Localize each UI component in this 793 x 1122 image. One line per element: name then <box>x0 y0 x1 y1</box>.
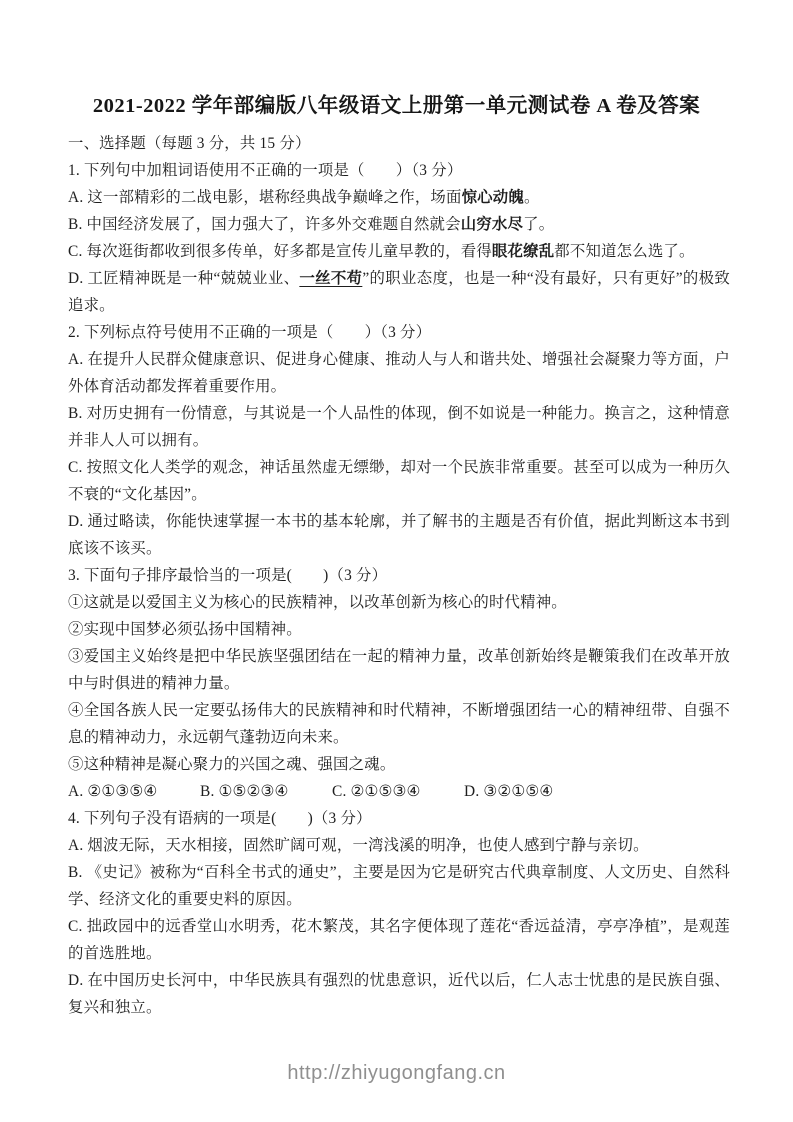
section-heading: 一、选择题（每题 3 分，共 15 分） <box>68 135 311 152</box>
bold-underlined-term: 一丝不苟 <box>299 270 363 287</box>
bold-term: 惊心动魄 <box>461 189 524 206</box>
question-3-sentence-1: ①这就是以爱国主义为核心的民族精神，以改革创新为核心的时代精神。 <box>68 594 567 611</box>
question-1-option-c <box>68 238 730 265</box>
question-3-stem: 3. 下面句子排序最恰当的一项是( )（3 分） <box>68 567 388 584</box>
question-2-option-a: A. 在提升人民群众健康意识、促进身心健康、推动人与人和谐共处、增强社会凝聚力等方面，户外体育活动都发挥着重要作用。 <box>68 351 730 395</box>
question-3-sentence-5: ⑤这种精神是凝心聚力的兴国之魂、强国之魂。 <box>68 756 396 773</box>
question-1-stem: 1. 下列句中加粗词语使用不正确的一项是（ ）（3 分） <box>68 162 463 179</box>
choice-b: B. ①⑤②③④ <box>200 783 289 800</box>
choice-d: D. ③②①⑤④ <box>464 783 554 800</box>
question-1-option-a <box>68 184 730 211</box>
option-text-post: 都不知道怎么选了。 <box>554 243 695 260</box>
option-text-pre: B. 中国经济发展了，国力强大了，许多外交难题自然就会 <box>68 216 461 233</box>
question-2-option-c: C. 按照文化人类学的观念，神话虽然虚无缥缈，却对一个民族非常重要。甚至可以成为一种历久不衰的“文化基因”。 <box>68 459 730 503</box>
question-1-option-d <box>68 265 730 319</box>
question-1-option-b <box>68 211 730 238</box>
bold-term: 山穷水尽 <box>460 216 524 233</box>
question-3-sentence-3: ③爱国主义始终是把中华民族坚强团结在一起的精神力量，改革创新始终是鞭策我们在改革开放中与时俱进的精神力量。 <box>68 648 730 692</box>
question-2-option-b: B. 对历史拥有一份情意，与其说是一个人品性的体现，倒不如说是一种能力。换言之，这种情意并非人人可以拥有。 <box>68 405 730 449</box>
question-4-option-a: A. 烟波无际，天水相接，固然旷阔可观，一湾浅溪的明净，也使人感到宁静与亲切。 <box>68 837 649 854</box>
question-3-choices-row <box>68 778 730 805</box>
option-text-pre: A. 这一部精彩的二战电影，堪称经典战争巅峰之作，场面 <box>68 189 462 206</box>
question-4-option-b: B. 《史记》被称为“百科全书式的通史”，主要是因为它是研究古代典章制度、人文历史、自然科学、经济文化的重要史料的原因。 <box>68 864 730 908</box>
document-body <box>68 130 730 1021</box>
option-text-post: ”的职业态度，也是一种“没有最好，只有更好”的极致追求。 <box>68 270 730 314</box>
choice-c: C. ②①⑤③④ <box>332 783 421 800</box>
option-text-post: 了。 <box>523 216 555 233</box>
question-2-option-d: D. 通过略读，你能快速掌握一本书的基本轮廓，并了解书的主题是否有价值，据此判断这本书到底该不该买。 <box>68 513 730 557</box>
question-4-stem: 4. 下列句子没有语病的一项是( )（3 分） <box>68 810 372 827</box>
choice-a: A. ②①③⑤④ <box>68 783 158 800</box>
bold-term: 眼花缭乱 <box>491 243 555 260</box>
question-4-option-c: C. 拙政园中的远香堂山水明秀，花木繁茂，其名字便体现了莲花“香远益清，亭亭净植”，是观莲的首选胜地。 <box>68 918 730 962</box>
page-title: 2021-2022 学年部编版八年级语文上册第一单元测试卷 A 卷及答案 <box>92 95 701 117</box>
option-text-pre: C. 每次逛街都收到很多传单，好多都是宣传儿童早教的，看得 <box>68 243 492 260</box>
option-text-post: 。 <box>523 189 540 206</box>
question-3-sentence-2: ②实现中国梦必须弘扬中国精神。 <box>68 621 302 638</box>
question-2-stem: 2. 下列标点符号使用不正确的一项是（ ）（3 分） <box>68 324 432 341</box>
footer-url: http://zhiyugongfang.cn <box>287 1062 506 1084</box>
question-3-sentence-4: ④全国各族人民一定要弘扬伟大的民族精神和时代精神，不断增强团结一心的精神纽带、自强不息的精神动力，永远朝气蓬勃迈向未来。 <box>68 702 730 746</box>
option-text-pre: D. 工匠精神既是一种“兢兢业业、 <box>68 270 300 287</box>
question-4-option-d: D. 在中国历史长河中，中华民族具有强烈的忧患意识，近代以后，仁人志士忧患的是民族自强、复兴和独立。 <box>68 972 730 1016</box>
